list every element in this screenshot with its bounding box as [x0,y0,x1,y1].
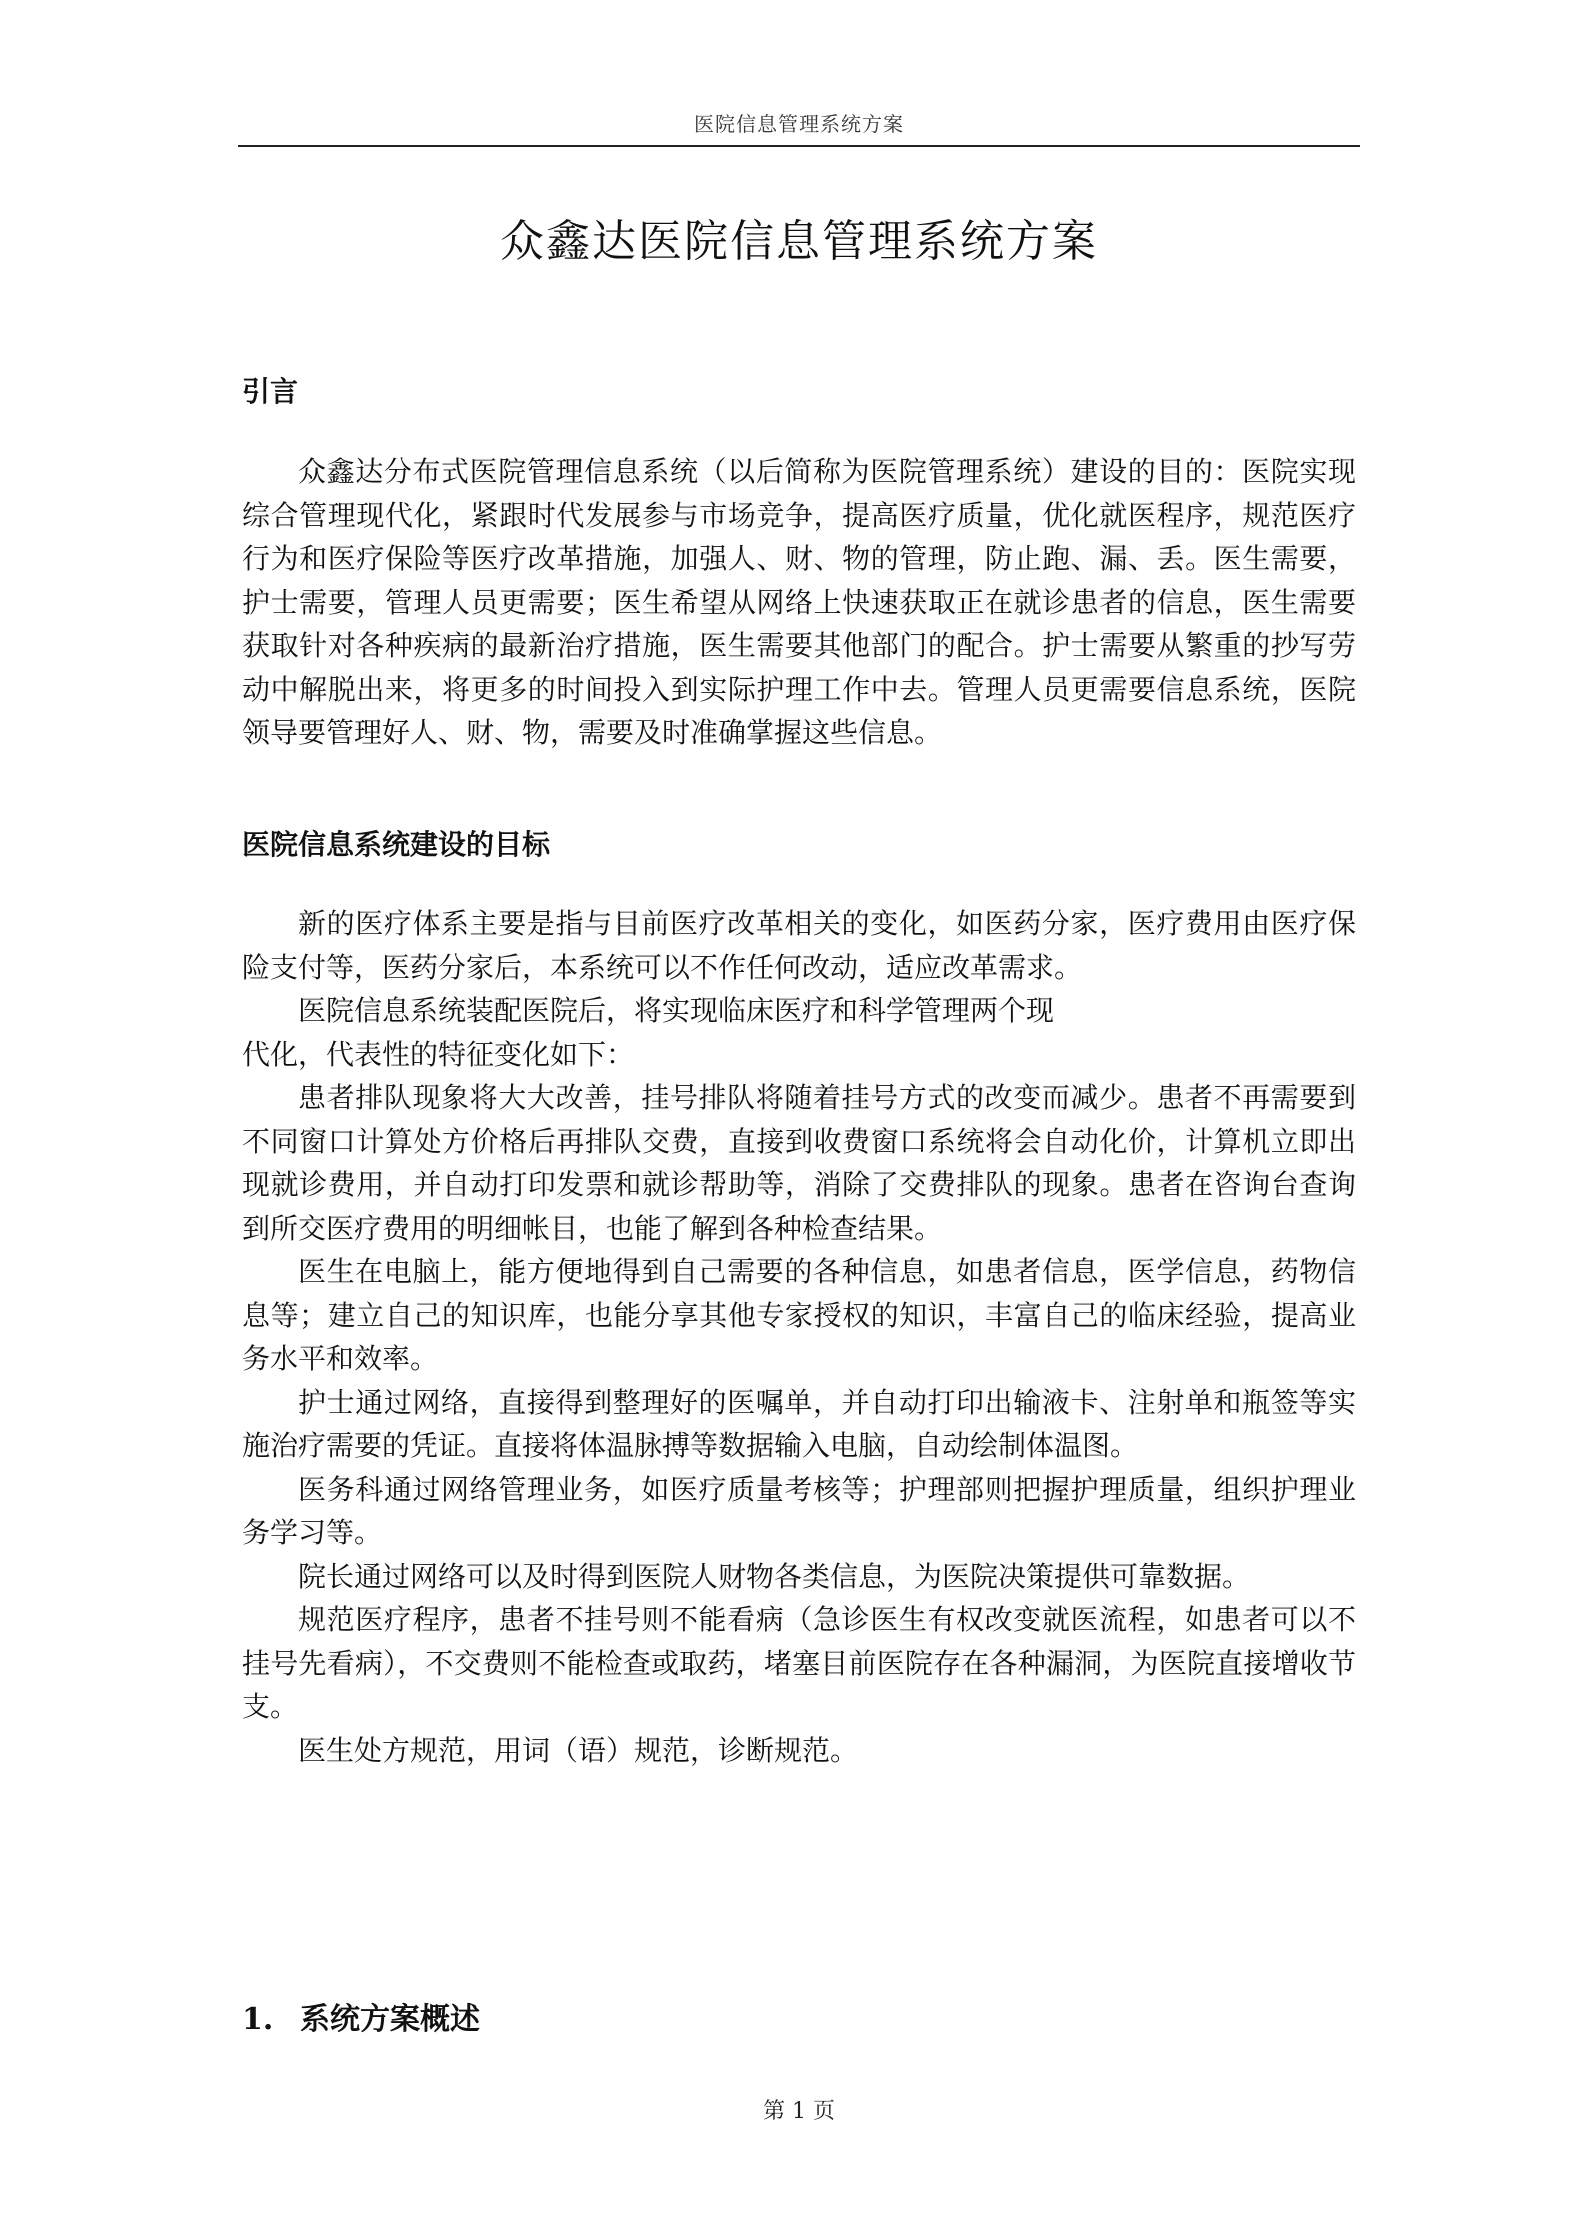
section-1-number: 1. [242,2002,274,2037]
goals-body [242,902,1356,1772]
running-header: 医院信息管理系统方案 [694,112,904,136]
goals-paragraph-7: 院长通过网络可以及时得到医院人财物各类信息，为医院决策提供可靠数据。 [298,1559,1251,1593]
goals-paragraph-8: 规范医疗程序，患者不挂号则不能看病（急诊医生有权改变就医流程，如患者可以不挂号先看病），不交费则不能检查或取药，堵塞目前医院存在各种漏洞，为医院直接增收节支。 [242,1603,1356,1723]
section-1-title: 系统方案概述 [300,2002,480,2037]
header-rule [238,145,1360,147]
intro-paragraph: 众鑫达分布式医院管理信息系统（以后简称为医院管理系统）建设的目的：医院实现综合管理现代化，紧跟时代发展参与市场竞争，提高医疗质量，优化就医程序，规范医疗行为和医疗保险等医疗改革措施，加强人、财、物的管理，防止跑、漏、丢。医生需要，护士需要，管理人员更需要；医生希望从网络上快速获取正在就诊患者的信息，医生需要获取针对各种疾病的最新治疗措施，医生需要其他部门的配合。护士需要从繁重的抄写劳动中解脱出来，将更多的时间投入到实际护理工作中去。管理人员更需要信息系统，医院领导要管理好人、财、物，需要及时准确掌握这些信息。 [242,455,1356,749]
goals-paragraph-5: 护士通过网络，直接得到整理好的医嘱单，并自动打印出输液卡、注射单和瓶签等实施治疗需要的凭证。直接将体温脉搏等数据输入电脑，自动绘制体温图。 [242,1385,1356,1462]
goals-paragraph-2b: 代化，代表性的特征变化如下： [242,1037,635,1071]
intro-heading: 引言 [242,375,299,408]
goals-paragraph-1: 新的医疗体系主要是指与目前医疗改革相关的变化，如医药分家，医疗费用由医疗保险支付等，医药分家后，本系统可以不作任何改动，适应改革需求。 [242,907,1356,984]
goals-paragraph-6: 医务科通过网络管理业务，如医疗质量考核等；护理部则把握护理质量，组织护理业务学习等。 [242,1472,1356,1549]
goals-paragraph-4: 医生在电脑上，能方便地得到自己需要的各种信息，如患者信息，医学信息，药物信息等；建立自己的知识库，也能分享其他专家授权的知识，丰富自己的临床经验，提高业务水平和效率。 [242,1255,1356,1375]
document-title: 众鑫达医院信息管理系统方案 [500,216,1098,267]
section-1-heading [242,1994,480,2038]
goals-paragraph-2a: 医院信息系统装配医院后，将实现临床医疗和科学管理两个现 [298,994,1055,1027]
goals-paragraph-3: 患者排队现象将大大改善，挂号排队将随着挂号方式的改变而减少。患者不再需要到不同窗口计算处方价格后再排队交费，直接到收费窗口系统将会自动化价，计算机立即出现就诊费用，并自动打印发票和就诊帮助等，消除了交费排队的现象。患者在咨询台查询到所交医疗费用的明细帐目，也能了解到各种检查结果。 [242,1081,1356,1245]
goals-paragraph-9: 医生处方规范，用词（语）规范，诊断规范。 [298,1733,859,1767]
intro-body [242,450,1356,755]
page-number: 第 1 页 [763,2099,835,2124]
goals-heading: 医院信息系统建设的目标 [242,828,551,861]
